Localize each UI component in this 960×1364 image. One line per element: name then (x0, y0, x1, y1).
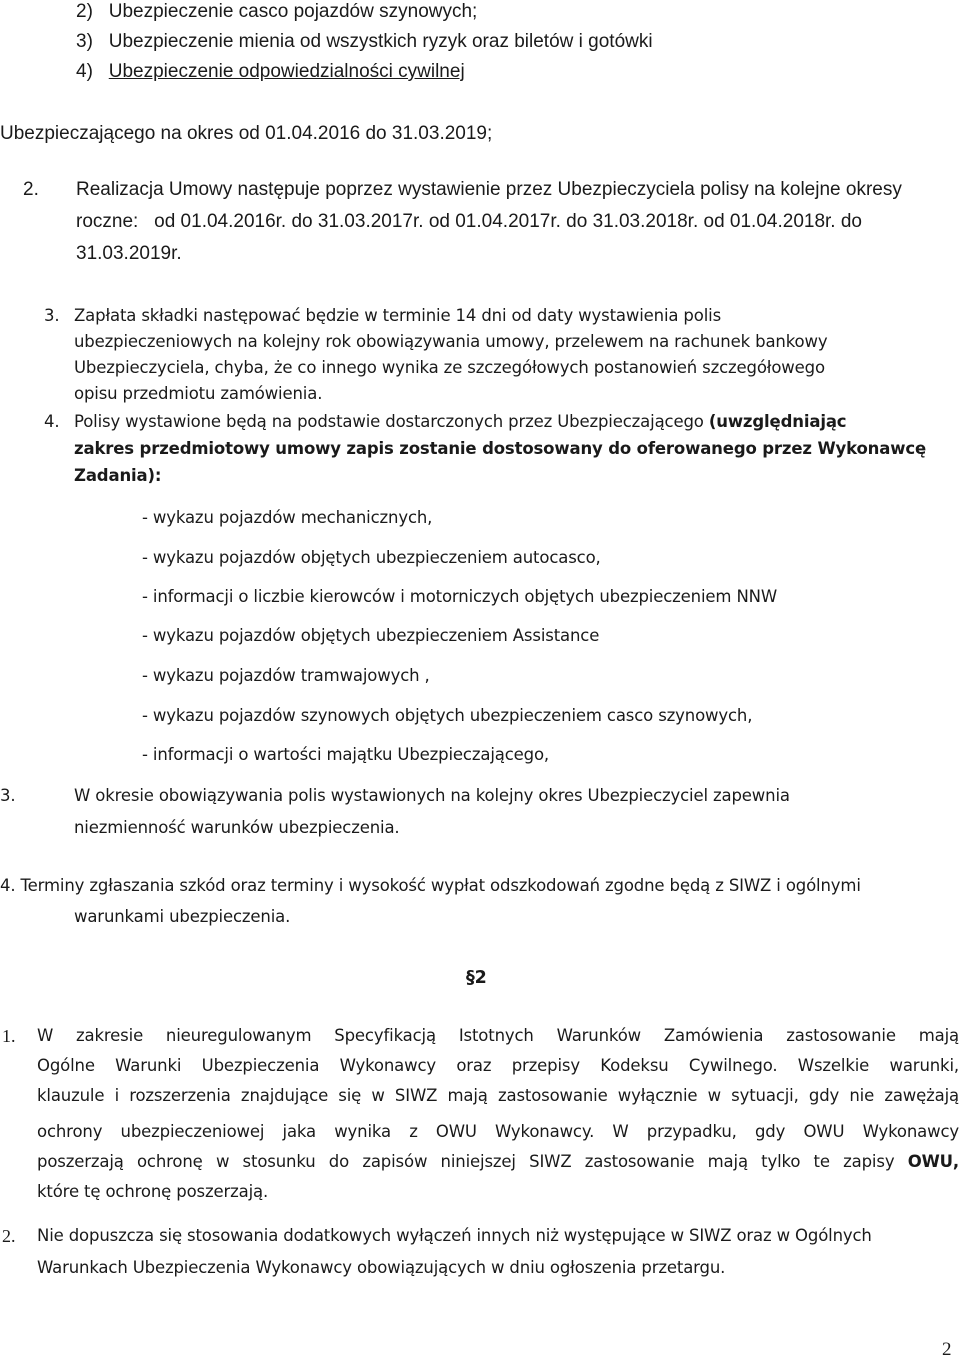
paragraph-line: 31.03.2019r. (76, 243, 182, 264)
paragraph-line: opisu przedmiotu zamówienia. (74, 384, 323, 403)
dash-item: - wykazu pojazdów szynowych objętych ubezpieczeniem casco szynowych, (142, 706, 753, 725)
paragraph-line: Ubezpieczyciela, chyba, że co innego wynika ze szczegółowych postanowień szczegółowego (74, 358, 825, 377)
paragraph-text: Polisy wystawione będą na podstawie dostarczonych przez Ubezpieczającego (74, 412, 709, 431)
paragraph-bold-text: OWU, (907, 1152, 959, 1171)
paragraph-line (37, 1150, 959, 1174)
paragraph-line: W okresie obowiązywania polis wystawionych na kolejny okres Ubezpieczyciel zapewnia (74, 786, 790, 805)
paragraph-number: 1. (2, 1026, 16, 1046)
list-number: 4) (76, 61, 93, 82)
list-item (76, 0, 477, 24)
paragraph-line: klauzule i rozszerzenia znajdujące się w SIWZ mają zastosowanie wyłącznie w sytuacji, gdy nie zawężają (37, 1086, 959, 1105)
dash-item: - wykazu pojazdów objętych ubezpieczeniem autocasco, (142, 548, 601, 567)
dash-item: - informacji o liczbie kierowców i motorniczych objętych ubezpieczeniem NNW (142, 587, 777, 606)
list-item-text: Ubezpieczenie odpowiedzialności cywilnej (108, 61, 465, 82)
dash-item: - informacji o wartości majątku Ubezpieczającego, (142, 745, 549, 764)
paragraph-number: 3. (0, 786, 16, 805)
paragraph-line: zakres przedmiotowy umowy zapis zostanie dostosowany do oferowanego przez Wykonawcę (74, 439, 927, 458)
paragraph-number: 2. (23, 179, 39, 200)
paragraph-line: ubezpieczeniowych na kolejny rok obowiązywania umowy, przelewem na rachunek bankowy (74, 332, 828, 351)
paragraph-line: Zapłata składki następować będzie w terminie 14 dni od daty wystawienia polis (74, 306, 722, 325)
paragraph-line: które tę ochronę poszerzają. (37, 1182, 269, 1201)
paragraph-line: Zadania): (74, 466, 162, 485)
paragraph-number: 3. (44, 306, 60, 325)
list-item (76, 60, 465, 84)
period-line: Ubezpieczającego na okres od 01.04.2016 do 31.03.2019; (0, 123, 493, 144)
paragraph-line: ochrony ubezpieczeniowej jaka wynika z OWU Wykonawcy. W przypadku, gdy OWU Wykonawcy (37, 1122, 959, 1141)
paragraph-line: Nie dopuszcza się stosowania dodatkowych wyłączeń innych niż występujące w SIWZ oraz w Ogólnych (37, 1226, 872, 1245)
paragraph-line (74, 410, 846, 434)
paragraph-number: 4. (44, 412, 60, 431)
dash-item: - wykazu pojazdów tramwajowych , (142, 666, 430, 685)
paragraph-bold-text: (uwzględniając (708, 412, 847, 431)
paragraph-line: warunkami ubezpieczenia. (74, 907, 291, 926)
list-item (76, 30, 653, 54)
paragraph-number: 2. (2, 1226, 16, 1246)
paragraph-line: roczne: od 01.04.2016r. do 31.03.2017r. od 01.04.2017r. do 31.03.2018r. od 01.04.2018r. do (76, 211, 862, 232)
paragraph-line: Warunkach Ubezpieczenia Wykonawcy obowiązujących w dniu ogłoszenia przetargu. (37, 1258, 726, 1277)
list-item-text: Ubezpieczenie mienia od wszystkich ryzyk oraz biletów i gotówki (108, 31, 653, 52)
paragraph-text: poszerzają ochronę w stosunku do zapisów niniejszej SIWZ zastosowanie mają tylko te zapisy (37, 1152, 908, 1171)
list-number: 3) (76, 31, 93, 52)
list-number: 2) (76, 1, 93, 22)
paragraph-line: 4. Terminy zgłaszania szkód oraz terminy i wysokość wypłat odszkodowań zgodne będą z SIWZ i ogólnymi (0, 876, 861, 895)
paragraph-line: Ogólne Warunki Ubezpieczenia Wykonawcy oraz przepisy Kodeksu Cywilnego. Wszelkie warunki, (37, 1056, 959, 1075)
dash-item: - wykazu pojazdów mechanicznych, (142, 508, 433, 527)
paragraph-line: Realizacja Umowy następuje poprzez wystawienie przez Ubezpieczyciela polisy na kolejne okresy (76, 179, 902, 200)
page-number: 2 (942, 1339, 952, 1360)
paragraph-line: niezmienność warunków ubezpieczenia. (74, 818, 400, 837)
list-item-text: Ubezpieczenie casco pojazdów szynowych; (108, 1, 478, 22)
dash-item: - wykazu pojazdów objętych ubezpieczeniem Assistance (142, 626, 600, 645)
paragraph-line: W zakresie nieuregulowanym Specyfikacją Istotnych Warunków Zamówienia zastosowanie mają (37, 1026, 959, 1045)
section-heading: §2 (466, 968, 487, 988)
